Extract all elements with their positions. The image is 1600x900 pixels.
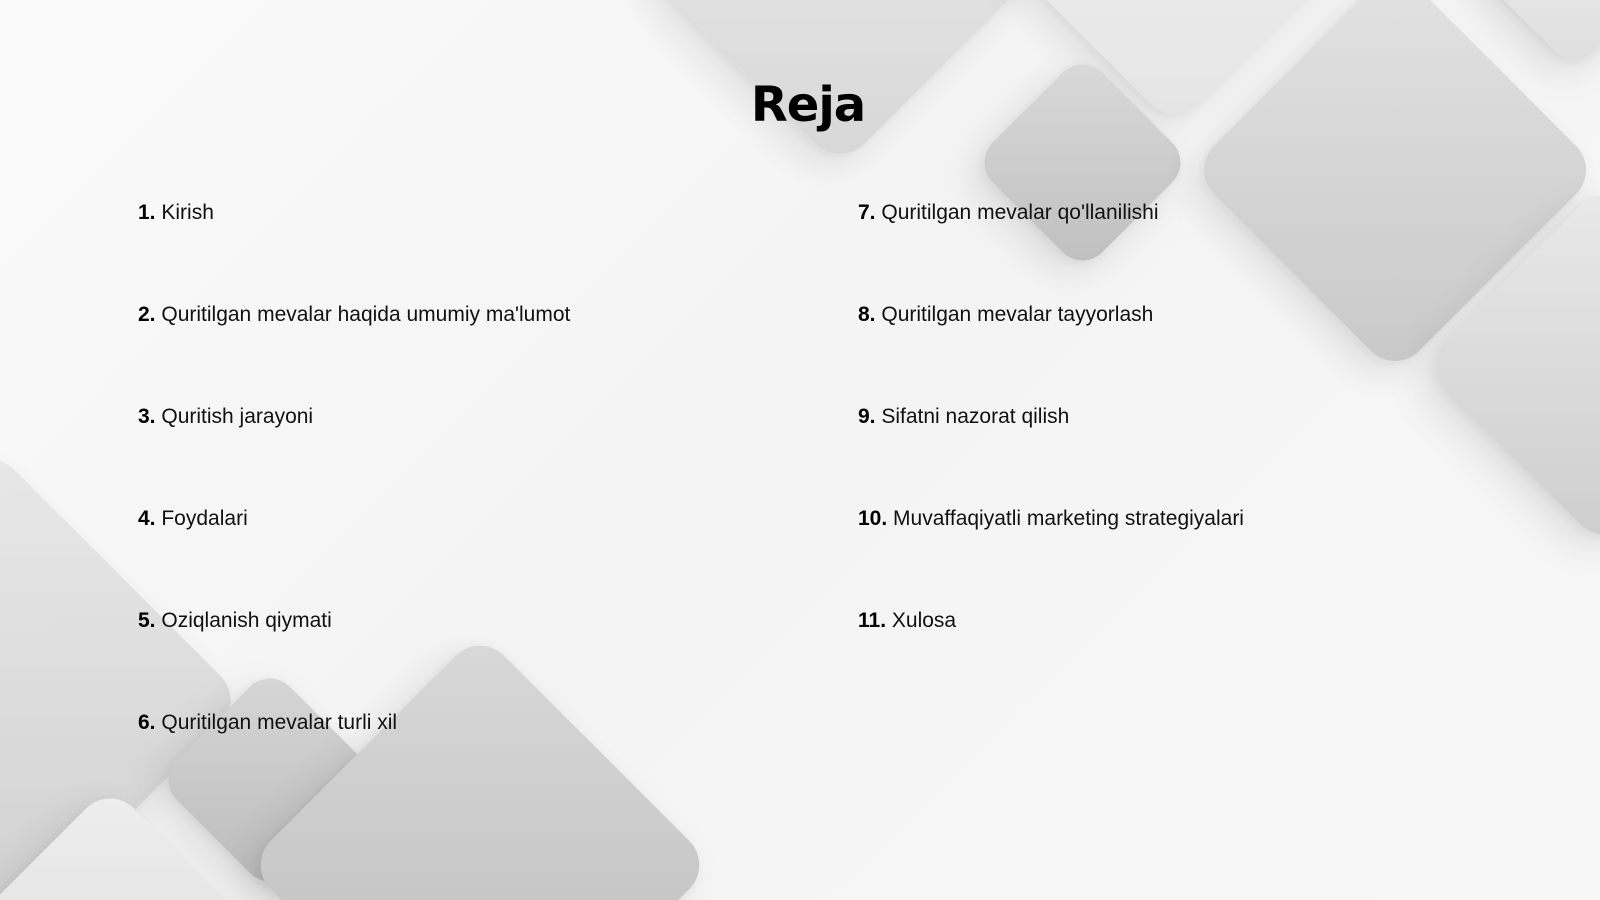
agenda-item xyxy=(138,302,778,404)
agenda-item-text: Quritish jarayoni xyxy=(161,405,314,428)
agenda-item xyxy=(858,608,1498,710)
agenda-item-text: Muvaffaqiyatli marketing strategiyalari xyxy=(893,507,1244,530)
agenda-item-text: Oziqlanish qiymati xyxy=(161,609,332,632)
agenda-item-number: 7. xyxy=(858,201,876,224)
agenda-item xyxy=(858,302,1498,404)
agenda-item xyxy=(858,404,1498,506)
agenda-item xyxy=(138,710,778,812)
agenda-item-text: Foydalari xyxy=(161,507,248,530)
agenda-item xyxy=(138,506,778,608)
agenda-item-number: 11. xyxy=(858,609,887,632)
slide-title: Reja xyxy=(750,77,866,133)
agenda-item-number: 10. xyxy=(858,507,888,530)
agenda-item-number: 5. xyxy=(138,609,156,632)
agenda-item-text: Sifatni nazorat qilish xyxy=(881,405,1070,428)
agenda-item-text: Quritilgan mevalar haqida umumiy ma'lumot xyxy=(161,303,571,326)
agenda-item-number: 4. xyxy=(138,507,156,530)
agenda-item-number: 3. xyxy=(138,405,156,428)
agenda-item-text: Quritilgan mevalar turli xil xyxy=(161,711,398,734)
agenda-item-text: Quritilgan mevalar tayyorlash xyxy=(881,303,1154,326)
agenda-item-number: 6. xyxy=(138,711,156,734)
agenda-item-text: Quritilgan mevalar qo'llanilishi xyxy=(881,201,1159,224)
agenda-item-number: 2. xyxy=(138,303,156,326)
agenda-item-number: 8. xyxy=(858,303,876,326)
agenda-item xyxy=(858,506,1498,608)
agenda-list-left xyxy=(138,200,778,812)
agenda-item xyxy=(138,200,778,302)
agenda-item-number: 9. xyxy=(858,405,876,428)
agenda-item xyxy=(138,608,778,710)
agenda-item xyxy=(138,404,778,506)
agenda-item xyxy=(858,200,1498,302)
agenda-item-text: Xulosa xyxy=(891,609,957,632)
agenda-item-text: Kirish xyxy=(161,201,214,224)
agenda-item-number: 1. xyxy=(138,201,156,224)
agenda-list-right xyxy=(858,200,1498,710)
